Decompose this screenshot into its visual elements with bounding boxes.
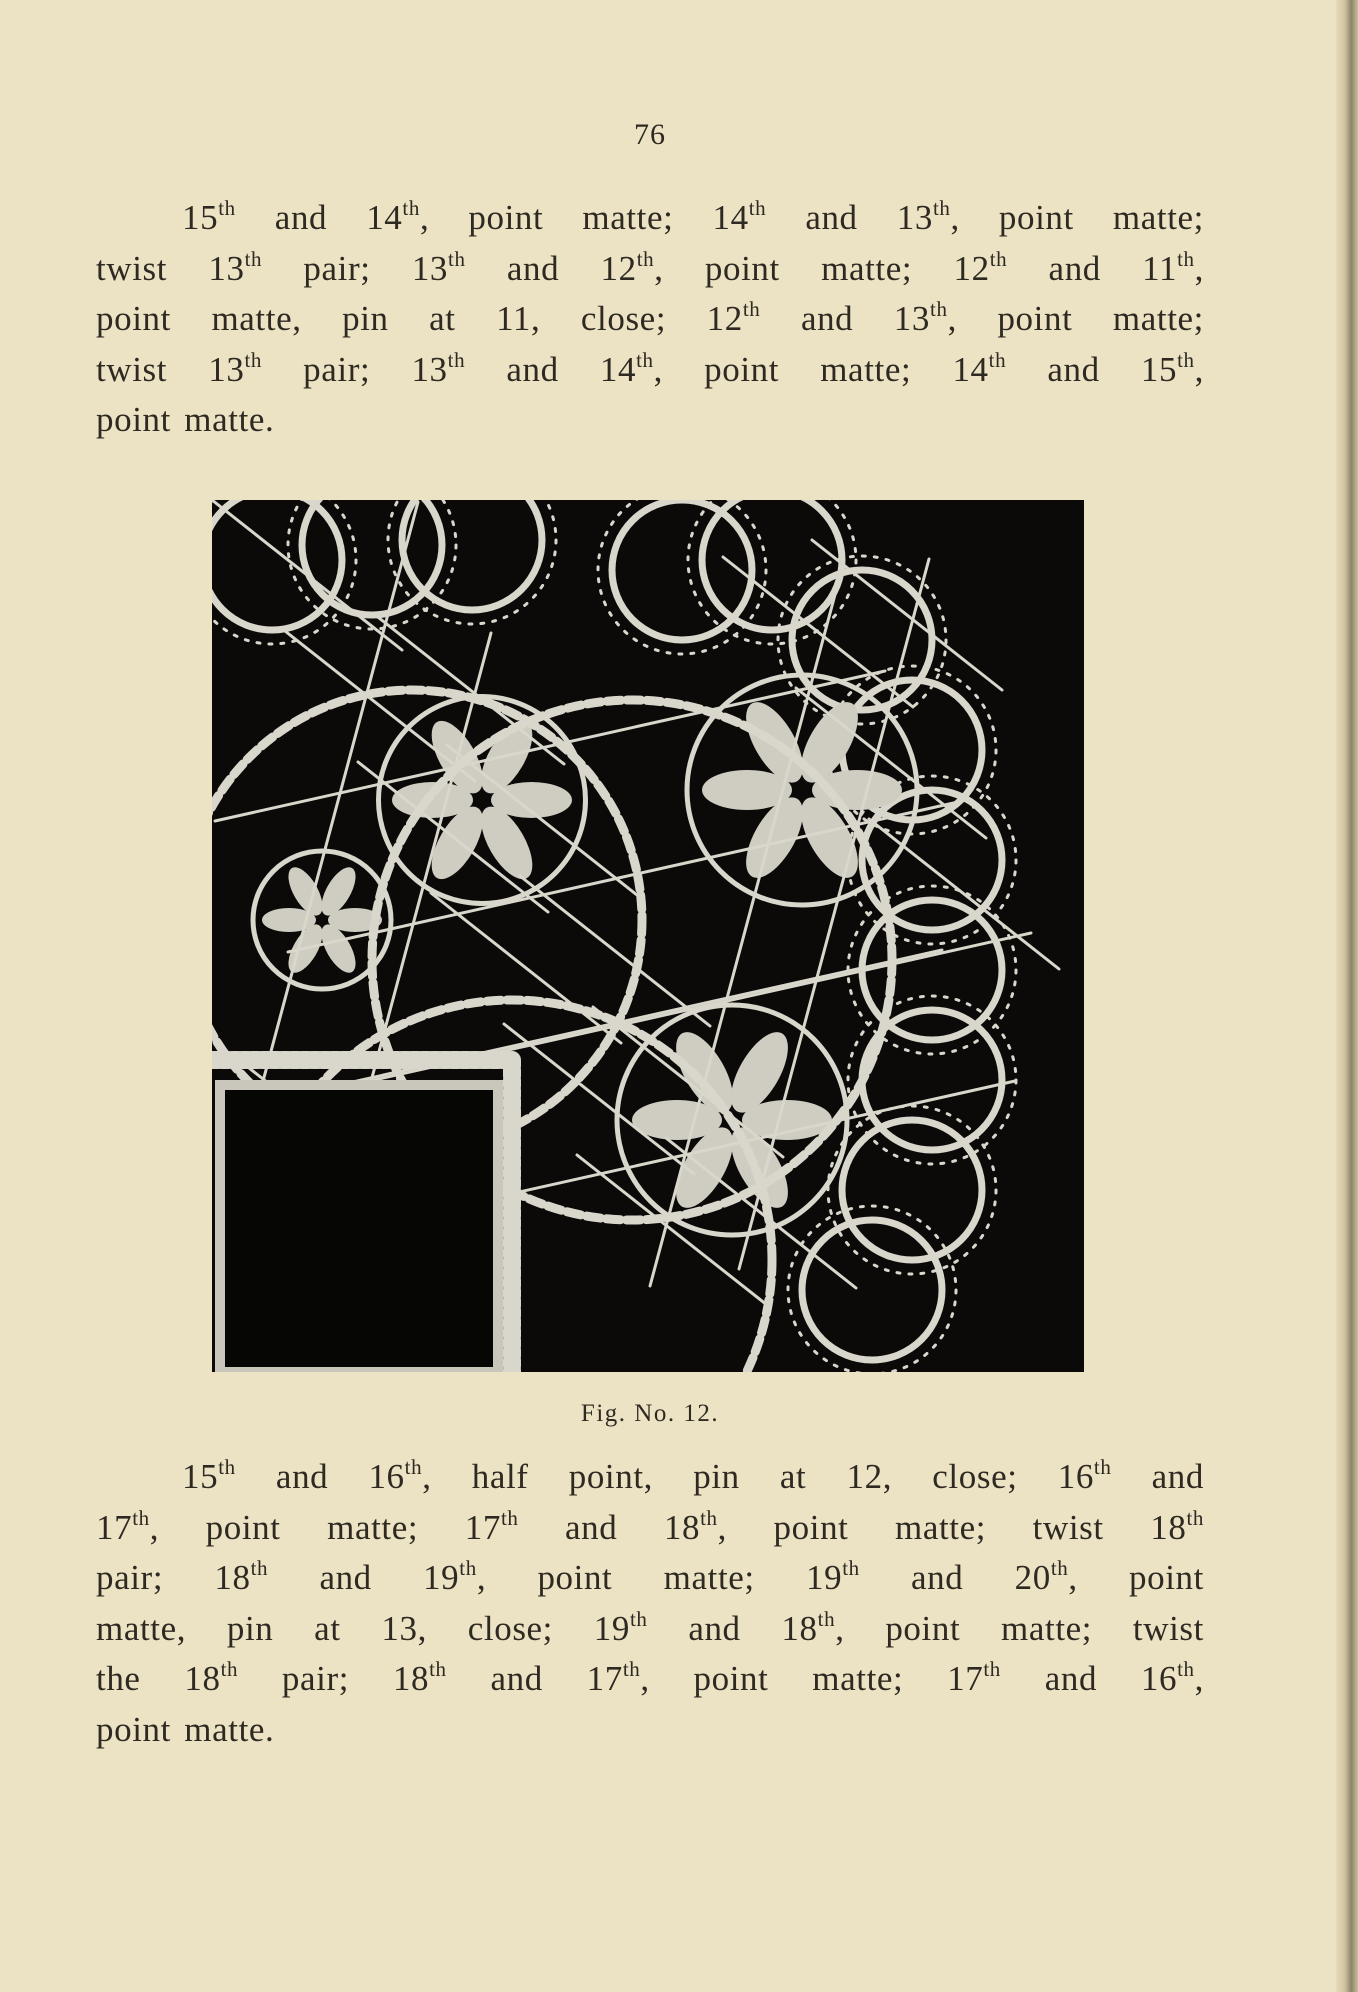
text-run: , (1194, 349, 1204, 389)
text-run: and 16 (235, 1457, 405, 1496)
ordinal-suffix: th (983, 1657, 1001, 1681)
text-run: the 18 (96, 1659, 221, 1698)
text-run: , point (1068, 1558, 1204, 1597)
ordinal-suffix: th (402, 196, 420, 220)
ordinal-suffix: th (447, 347, 466, 372)
ordinal-suffix: th (218, 1455, 236, 1479)
text-run: , point matte; (950, 198, 1204, 237)
ordinal-suffix: th (748, 196, 767, 220)
text-line (96, 345, 1204, 396)
text-run: , (1194, 248, 1204, 288)
page-number: 76 (634, 118, 666, 151)
ordinal-suffix: th (132, 1505, 150, 1530)
lace-illustration (212, 500, 1084, 1372)
text-run: and 14 (465, 349, 637, 389)
ordinal-suffix: th (220, 1657, 239, 1681)
ordinal-suffix: th (459, 1556, 477, 1580)
text-run: 17 (96, 1507, 133, 1547)
text-run: twist 13 (96, 248, 245, 288)
ordinal-suffix: th (842, 1556, 860, 1580)
text-line (96, 1604, 1204, 1655)
ordinal-suffix: th (930, 297, 948, 321)
text-run: pair; 13 (262, 248, 449, 288)
text-line (96, 193, 1204, 244)
text-run: and 13 (766, 198, 933, 237)
text-run: and 19 (268, 1558, 460, 1597)
text-run: , point matte; 12 (654, 248, 990, 288)
ordinal-suffix: th (1177, 246, 1195, 271)
ordinal-suffix: th (817, 1606, 836, 1631)
ordinal-suffix: th (636, 347, 654, 372)
ordinal-suffix: th (1093, 1455, 1112, 1479)
text-run: and 12 (465, 248, 637, 288)
text-run: and (1111, 1457, 1204, 1496)
paragraph-1 (96, 193, 1204, 446)
text-run: and 15 (1006, 349, 1178, 389)
ordinal-suffix: th (1177, 347, 1195, 372)
ordinal-suffix: th (404, 1455, 423, 1479)
text-run: pair; 13 (261, 349, 448, 389)
text-run: matte, pin at 13, close; 19 (96, 1608, 630, 1648)
text-run: , point matte; (947, 299, 1204, 338)
book-spine-shadow (1336, 0, 1358, 1992)
text-run: 15 (182, 198, 219, 237)
text-line (96, 395, 1204, 446)
text-run: and 11 (1007, 248, 1178, 288)
ordinal-suffix: th (429, 1657, 447, 1681)
text-run: and 18 (647, 1608, 818, 1648)
text-line (96, 1503, 1204, 1554)
text-run: pair; 18 (96, 1558, 251, 1597)
ordinal-suffix: th (989, 246, 1008, 271)
ordinal-suffix: th (1186, 1505, 1204, 1530)
text-line (96, 294, 1204, 345)
ordinal-suffix: th (244, 246, 263, 271)
text-line (96, 1553, 1204, 1604)
ordinal-suffix: th (932, 196, 951, 220)
text-run: , point matte; twist (835, 1608, 1204, 1648)
ordinal-suffix: th (448, 246, 466, 271)
text-run: point matte, pin at 11, close; 12 (96, 299, 743, 338)
text-run: and 14 (235, 198, 403, 237)
text-run: , point matte; 14 (419, 198, 749, 237)
text-run: and 18 (518, 1507, 701, 1547)
text-run: , (1194, 1659, 1204, 1698)
lace-figure (212, 500, 1084, 1372)
figure-caption: Fig. No. 12. (580, 1400, 720, 1427)
text-run: and 20 (859, 1558, 1051, 1597)
ordinal-suffix: th (622, 1657, 641, 1681)
text-run: , point matte; 17 (149, 1507, 501, 1547)
ordinal-suffix: th (250, 1556, 269, 1580)
text-run: , point matte; 19 (476, 1558, 843, 1597)
text-run: twist 13 (96, 349, 245, 389)
text-run: and 16 (1000, 1659, 1178, 1698)
text-line (96, 244, 1204, 295)
text-run: , point matte; 14 (653, 349, 989, 389)
text-run: , point matte; twist 18 (717, 1507, 1187, 1547)
ordinal-suffix: th (1177, 1657, 1195, 1681)
ordinal-suffix: th (742, 297, 761, 321)
text-run: and 13 (760, 299, 931, 338)
ordinal-suffix: th (988, 347, 1007, 372)
text-run: point matte. (96, 1709, 275, 1749)
ordinal-suffix: th (629, 1606, 648, 1631)
text-run: , half point, pin at 12, close; 16 (422, 1457, 1094, 1496)
ordinal-suffix: th (1050, 1556, 1069, 1580)
text-line (96, 1452, 1204, 1503)
ordinal-suffix: th (244, 347, 262, 372)
ordinal-suffix: th (700, 1505, 718, 1530)
paragraph-2 (96, 1452, 1204, 1755)
text-line (96, 1705, 1204, 1756)
ordinal-suffix: th (636, 246, 655, 271)
text-run: pair; 18 (238, 1659, 430, 1698)
ordinal-suffix: th (500, 1505, 519, 1530)
text-run: point matte. (96, 400, 275, 439)
ordinal-suffix: th (218, 196, 236, 220)
text-line (96, 1654, 1204, 1705)
text-run: and 17 (446, 1659, 623, 1698)
fabric-corner (220, 1085, 498, 1372)
text-run: 15 (182, 1457, 219, 1496)
text-run: , point matte; 17 (640, 1659, 984, 1698)
